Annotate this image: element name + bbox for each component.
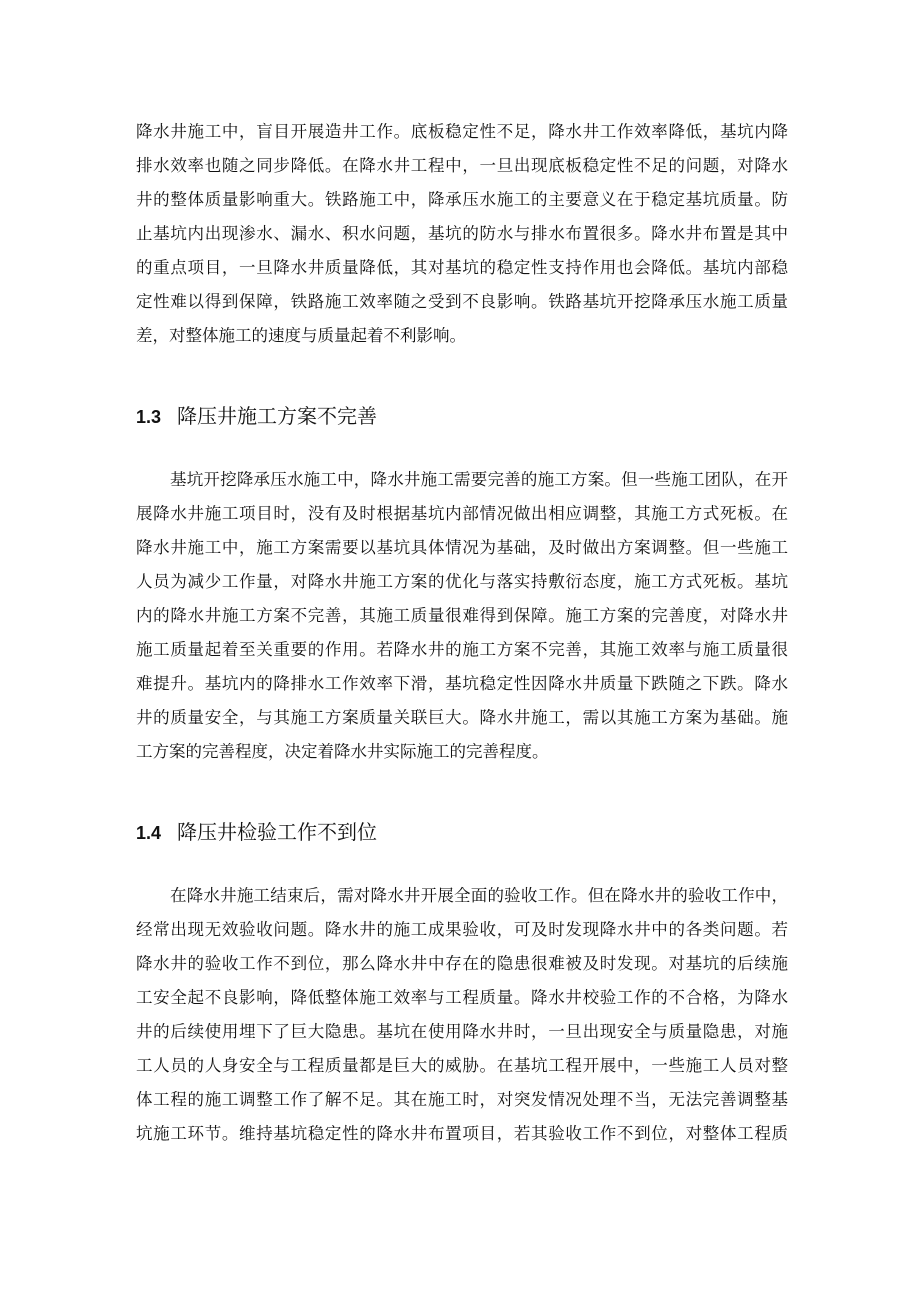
paragraph-line: 工方案的完善程度，决定着降水井实际施工的完善程度。 — [136, 742, 549, 761]
paragraph-line: 内的降水井施工方案不完善，其施工质量很难得到保障。施工方案的完善度，对降水井 — [136, 606, 788, 625]
section-title: 降压井检验工作不到位 — [177, 820, 378, 844]
paragraph-line: 难提升。基坑内的降排水工作效率下滑，基坑稳定性因降水井质量下跌随之下跌。降水 — [136, 674, 788, 693]
section-heading-1-3 — [136, 398, 377, 434]
paragraph-1 — [136, 115, 788, 353]
paragraph-line: 降水井施工中，盲目开展造井工作。底板稳定性不足，降水井工作效率降低，基坑内降 — [136, 122, 788, 141]
paragraph-line: 体工程的施工调整工作了解不足。其在施工时，对突发情况处理不当，无法完善调整基 — [136, 1090, 788, 1109]
paragraph-line: 差，对整体施工的速度与质量起着不利影响。 — [136, 326, 466, 345]
paragraph-line: 井的质量安全，与其施工方案质量关联巨大。降水井施工，需以其施工方案为基础。施 — [136, 708, 788, 727]
paragraph-line: 的重点项目，一旦降水井质量降低，其对基坑的稳定性支持作用也会降低。基坑内部稳 — [136, 258, 788, 277]
section-number: 1.3 — [136, 407, 162, 427]
section-heading-1-4 — [136, 814, 377, 850]
paragraph-line: 定性难以得到保障，铁路施工效率随之受到不良影响。铁路基坑开挖降承压水施工质量 — [136, 292, 788, 311]
paragraph-line: 人员为减少工作量，对降水井施工方案的优化与落实持敷衍态度，施工方式死板。基坑 — [136, 572, 788, 591]
paragraph-line: 工安全起不良影响，降低整体施工效率与工程质量。降水井校验工作的不合格，为降水 — [136, 988, 788, 1007]
paragraph-line: 在降水井施工结束后，需对降水井开展全面的验收工作。但在降水井的验收工作中， — [170, 886, 788, 905]
paragraph-line: 井的整体质量影响重大。铁路施工中，降承压水施工的主要意义在于稳定基坑质量。防 — [136, 190, 788, 209]
paragraph-line: 施工质量起着至关重要的作用。若降水井的施工方案不完善，其施工效率与施工质量很 — [136, 640, 788, 659]
paragraph-3 — [136, 879, 788, 1151]
section-title: 降压井施工方案不完善 — [177, 404, 378, 428]
paragraph-line: 展降水井施工项目时，没有及时根据基坑内部情况做出相应调整，其施工方式死板。在 — [136, 504, 788, 523]
paragraph-line: 降水井的验收工作不到位，那么降水井中存在的隐患很难被及时发现。对基坑的后续施 — [136, 954, 788, 973]
paragraph-line: 井的后续使用埋下了巨大隐患。基坑在使用降水井时，一旦出现安全与质量隐患，对施 — [136, 1022, 788, 1041]
paragraph-line: 工人员的人身安全与工程质量都是巨大的威胁。在基坑工程开展中，一些施工人员对整 — [136, 1056, 788, 1075]
paragraph-line: 基坑开挖降承压水施工中，降水井施工需要完善的施工方案。但一些施工团队，在开 — [170, 470, 788, 489]
paragraph-line: 经常出现无效验收问题。降水井的施工成果验收，可及时发现降水井中的各类问题。若 — [136, 920, 788, 939]
paragraph-line: 止基坑内出现渗水、漏水、积水问题，基坑的防水与排水布置很多。降水井布置是其中 — [136, 224, 788, 243]
paragraph-line: 降水井施工中，施工方案需要以基坑具体情况为基础，及时做出方案调整。但一些施工 — [136, 538, 788, 557]
paragraph-2 — [136, 463, 788, 769]
section-number: 1.4 — [136, 823, 162, 843]
paragraph-line: 排水效率也随之同步降低。在降水井工程中，一旦出现底板稳定性不足的问题，对降水 — [136, 156, 788, 175]
paragraph-line: 坑施工环节。维持基坑稳定性的降水井布置项目，若其验收工作不到位，对整体工程质 — [136, 1124, 788, 1143]
